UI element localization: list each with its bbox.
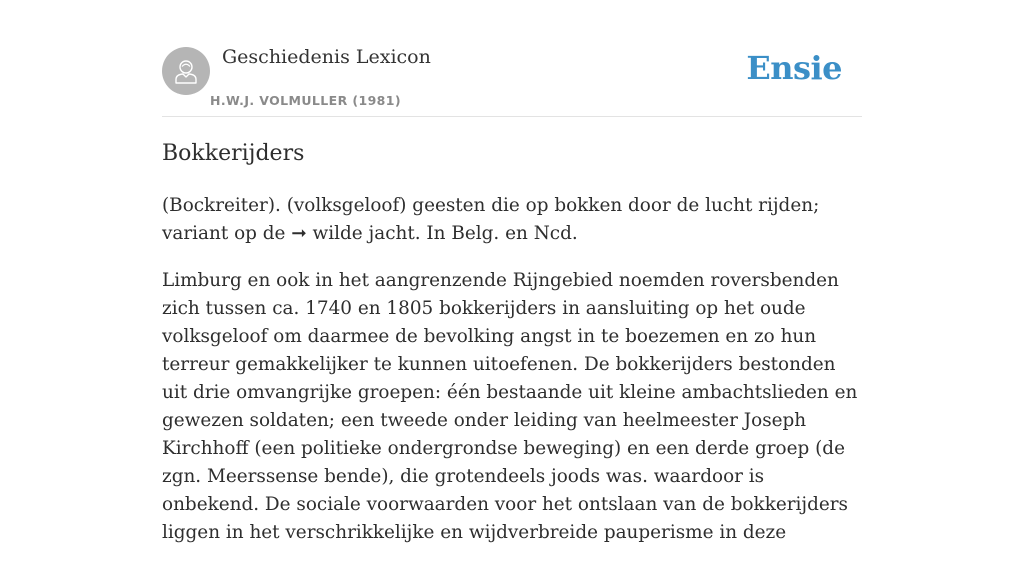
entry-paragraph: Limburg en ook in het aangrenzende Rijngebied noemden roversbenden zich tussen ca. 1740 en 1805 bokkerijders in aansluiting op het oude volksgeloof om daarmee de bevolking angst in te boezemen en zo hun terreur gemakkelijker te kunnen uitoefenen. De bokkerijders bestonden uit drie omvangrijke groepen: één bestaande uit kleine ambachtslieden en gewezen soldaten; een tweede onder leiding van heelmeester Joseph Kirchhoff (een politieke ondergrondse beweging) en een derde groep (de zgn. Meerssense bende), die grotendeels joods was. waardoor is onbekend. De sociale voorwaarden voor het ontslaan van de bokkerijders liggen in het verschrikkelijke en wijdverbreide pauperisme in deze [162,270,858,543]
page-container [162,0,862,543]
book-author: H.W.J. VOLMULLER (1981) [210,93,401,108]
avatar[interactable] [162,47,210,95]
header [162,0,862,117]
entry-body [162,192,862,566]
ensie-logo[interactable]: Ensie [746,49,842,87]
entry-title: Bokkerijders [162,141,305,166]
book-title[interactable]: Geschiedenis Lexicon [222,46,431,68]
entry-paragraph: (Bockreiter). (volksgeloof) geesten die op bokken door de lucht rijden; variant op de ➞ wilde jacht. In Belg. en Ncd. [162,195,820,244]
user-icon [171,56,201,86]
